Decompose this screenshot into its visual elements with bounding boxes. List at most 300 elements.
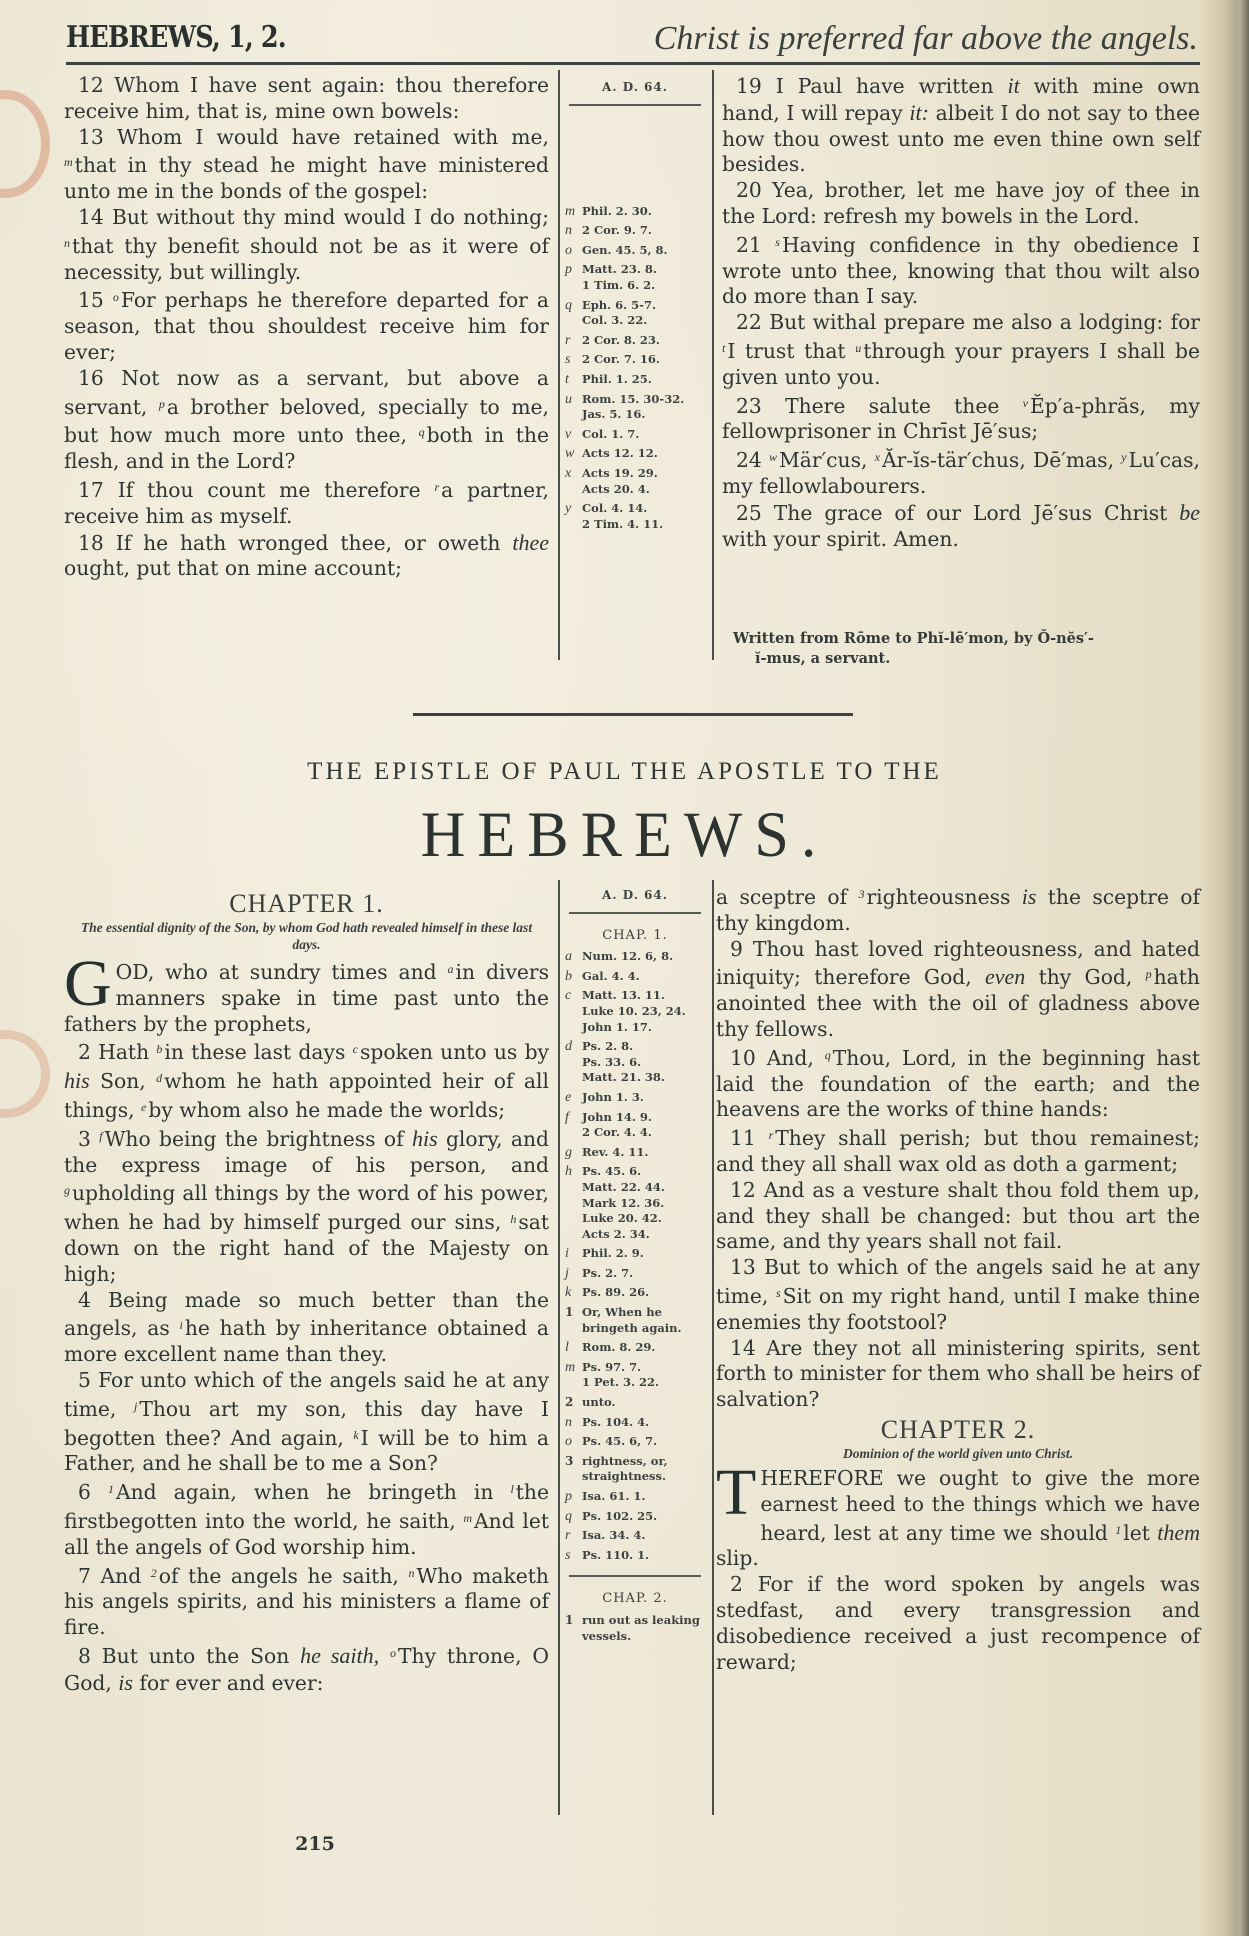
verse-text: Are they not all ministering spirits, sent forth to minister for them who shall be heirs of salvation? xyxy=(716,1335,1200,1412)
cross-reference xyxy=(565,1164,705,1242)
verse-text: Thou, Lord, in the beginning hast laid the foundation of the earth; and the heavens are the works of thine hands: xyxy=(716,1045,1200,1122)
reference-key: y xyxy=(565,501,572,517)
subscription-line: ĭ-mus, a servant. xyxy=(755,650,891,667)
verse-number: 4 xyxy=(78,1287,109,1312)
reference-key: p xyxy=(565,262,572,278)
reference-citation: Gal. 4. 4. xyxy=(582,968,640,983)
footnote-marker: s xyxy=(775,234,780,249)
verse xyxy=(722,178,1200,230)
verse-number: 2 xyxy=(730,1572,758,1597)
footnote-marker: o xyxy=(389,1645,396,1660)
verse xyxy=(64,1368,549,1477)
reference-key: q xyxy=(565,1508,572,1524)
verse-number: 25 xyxy=(736,500,774,525)
cross-reference xyxy=(565,352,705,368)
column-divider xyxy=(712,70,714,660)
reference-key: s xyxy=(565,352,571,368)
reference-key: r xyxy=(565,332,571,348)
cross-reference xyxy=(565,372,705,388)
cross-reference xyxy=(565,969,705,985)
verse-text: whom he hath appointed heir of all things, xyxy=(64,1069,549,1122)
reference-key: n xyxy=(565,1414,572,1430)
verse-text: in these last days xyxy=(164,1040,353,1065)
verse xyxy=(64,1641,549,1697)
reference-citation: 2 Tim. 4. 11. xyxy=(582,516,664,531)
verse-text: And let all the angels of God worship him. xyxy=(64,1508,549,1559)
footnote-marker: y xyxy=(1121,450,1127,465)
verse-number: 8 xyxy=(78,1643,102,1668)
reference-citation: Col. 3. 22. xyxy=(582,313,648,328)
drop-cap: G xyxy=(64,947,112,1020)
reference-citation: Phil. 2. 9. xyxy=(582,1246,644,1261)
verse-text: slip. xyxy=(716,1546,759,1571)
verse-text: Whom I would have retained with me, xyxy=(116,124,549,149)
reference-citation: Luke 10. 23, 24. xyxy=(582,1003,686,1018)
reference-citation: Matt. 13. 11. xyxy=(582,988,665,1003)
verse-text: Thou hast loved righteousness, and hated iniquity; therefore God, xyxy=(716,936,1200,990)
verse-text: albeit I do not say to thee how thou owest unto me even thine own self besides. xyxy=(722,100,1200,177)
footnote-marker: i xyxy=(179,1318,183,1333)
text-column-philemon-left xyxy=(64,73,549,582)
reference-key: f xyxy=(565,1109,569,1125)
verse-text: let xyxy=(1123,1520,1158,1545)
verse-text: the firstbegotten into the world, he saith, xyxy=(64,1480,549,1533)
page-stain xyxy=(0,1030,50,1118)
reference-key: x xyxy=(565,465,572,481)
reference-citation: Col. 4. 14. xyxy=(582,501,648,516)
footnote-marker: q xyxy=(418,425,425,440)
verse-text: Who maketh his angels spirits, and his ministers a flame of fire. xyxy=(64,1563,549,1640)
cross-reference xyxy=(565,1395,705,1411)
reference-citation: Jas. 5. 16. xyxy=(582,407,646,422)
verse-text: we ought to give the more earnest heed to the things which we have heard, lest at any time we should xyxy=(760,1465,1200,1545)
verse-text: If he hath wronged thee, or oweth xyxy=(115,530,513,555)
verse xyxy=(64,1477,549,1560)
verse xyxy=(64,205,549,285)
verse-text: ought, put that on mine account; xyxy=(64,556,402,581)
era-date: A. D. 64. xyxy=(602,888,668,902)
verse-text: And xyxy=(100,1563,151,1588)
cross-reference xyxy=(565,262,705,293)
reference-key: h xyxy=(565,1164,572,1180)
footnote-marker: 2 xyxy=(150,1565,157,1580)
footnote-marker: o xyxy=(112,290,119,305)
reference-key: w xyxy=(565,446,575,462)
reference-key: j xyxy=(565,1265,569,1281)
reference-citation: Ps. 110. 1. xyxy=(582,1547,650,1562)
section-rule xyxy=(413,713,853,716)
reference-citation: Phil. 1. 25. xyxy=(582,371,652,386)
cross-reference xyxy=(565,427,705,443)
verse-number: 2 xyxy=(78,1040,99,1065)
reference-citation: Phil. 2. 30. xyxy=(582,203,652,218)
footnote-marker: n xyxy=(408,1565,415,1580)
cross-reference xyxy=(565,1285,705,1301)
reference-key: p xyxy=(565,1489,572,1504)
reference-citation: Ps. 97. 7. xyxy=(582,1359,642,1374)
reference-citation: 1 Pet. 3. 22. xyxy=(582,1375,659,1390)
verse-text: both in the flesh, and in the Lord? xyxy=(64,423,549,474)
reference-key: l xyxy=(565,1340,569,1356)
cross-reference xyxy=(565,204,705,220)
verse-text: Not now as a servant, but above a servant, xyxy=(64,365,549,419)
first-word: HEREFORE xyxy=(760,1465,884,1490)
verse xyxy=(722,310,1200,390)
footnote-marker: 1 xyxy=(107,1482,114,1497)
verse-text xyxy=(379,1644,390,1668)
verse-text: hath anointed thee with the oil of gladness above thy fellows. xyxy=(716,965,1200,1041)
verse-text: that thy benefit should not be as it were of necessity, but willingly. xyxy=(64,233,549,284)
reference-citation: Luke 20. 42. xyxy=(582,1211,662,1226)
reference-citation: Matt. 22. 44. xyxy=(582,1179,665,1194)
verse xyxy=(716,1043,1200,1123)
verse-text: by whom also he made the worlds; xyxy=(148,1097,506,1122)
reference-key: v xyxy=(565,426,572,442)
text-column-philemon-right xyxy=(722,73,1200,552)
cross-reference xyxy=(565,392,705,423)
verse-number: 20 xyxy=(736,178,773,203)
verse xyxy=(64,285,549,365)
verse-text: If thou count me therefore xyxy=(117,477,435,502)
cross-reference xyxy=(565,1509,705,1525)
verse-text: Who being the brightness of xyxy=(104,1126,412,1151)
cross-reference xyxy=(565,1454,705,1485)
reference-citation: Ps. 102. 25. xyxy=(582,1508,658,1523)
verse xyxy=(64,1037,549,1123)
reference-citation: Ps. 89. 26. xyxy=(582,1285,650,1300)
verse-text: Sit on my right hand, until I make thine enemies thy footstool? xyxy=(716,1283,1200,1334)
verse-text: Having confidence in thy obedience I wrote unto thee, knowing that thou wilt also do more than I say. xyxy=(722,232,1200,309)
reference-citation: Or, When he bringeth again. xyxy=(582,1305,682,1335)
footnote-marker: p xyxy=(1145,967,1152,982)
verse-text: But without thy mind would I do nothing; xyxy=(111,204,549,229)
reference-key: a xyxy=(565,949,572,965)
verse-text: Thy throne, O God, xyxy=(64,1643,549,1695)
running-head xyxy=(66,20,1198,60)
verse-text: with mine own hand, I will repay xyxy=(722,74,1200,125)
verse-number: 5 xyxy=(78,1367,99,1392)
verse-number: 23 xyxy=(736,393,786,418)
reference-key: 1 xyxy=(565,1612,574,1627)
reference-citation: Eph. 6. 5-7. xyxy=(582,297,656,312)
footnote-marker: p xyxy=(158,396,165,411)
verse xyxy=(722,230,1200,310)
verse-text: But to which of the angels said he at any time, xyxy=(716,1255,1200,1308)
cross-reference xyxy=(565,1548,705,1564)
reference-key: o xyxy=(565,1434,572,1450)
verse-number: 14 xyxy=(78,204,112,229)
footnote-marker: 1 xyxy=(1115,1522,1122,1537)
reference-citation: John 1. 3. xyxy=(582,1089,644,1104)
verse-number: 12 xyxy=(730,1177,764,1202)
column-divider xyxy=(712,880,714,1815)
verse-text: Ăr-ĭs-tär′chus, Dē′mas, xyxy=(881,448,1122,473)
reference-key: g xyxy=(565,1144,572,1160)
footnote-marker: r xyxy=(434,479,440,494)
running-head-book: HEBREWS, 1, 2. xyxy=(66,20,286,55)
verse-text: for ever and ever: xyxy=(132,1670,324,1695)
page-gutter-edge xyxy=(1239,0,1249,1936)
reference-citation: Acts 2. 34. xyxy=(582,1226,650,1241)
book-title: HEBREWS. xyxy=(420,799,829,871)
cross-reference xyxy=(565,988,705,1035)
reference-citation: 2 Cor. 9. 7. xyxy=(582,223,652,238)
cross-reference xyxy=(565,501,705,532)
reference-citation: Isa. 61. 1. xyxy=(582,1489,646,1503)
column-divider xyxy=(558,880,560,1815)
reference-key: d xyxy=(565,1039,572,1055)
reference-citation: 2 Cor. 8. 23. xyxy=(582,332,660,347)
cross-reference xyxy=(565,949,705,965)
cross-reference xyxy=(565,1613,705,1644)
verse-text: And as a vesture shalt thou fold them up, and they shall be changed: but thou art the same, and thy years shall not fail. xyxy=(716,1177,1200,1254)
verse-text: There salute thee xyxy=(785,393,1023,418)
verse-text: thy God, xyxy=(1025,965,1146,990)
verse-text: For perhaps he therefore departed for a season, that thou shouldest receive him for ever; xyxy=(64,288,549,364)
cross-reference xyxy=(565,1489,705,1505)
footnote-marker: g xyxy=(64,1183,70,1198)
margin-rule xyxy=(569,1575,701,1577)
verse-number: 13 xyxy=(78,124,117,149)
footnote-marker: m xyxy=(463,1510,472,1525)
verse-text: I will be to him a Father, and he shall be to me a Son? xyxy=(64,1425,549,1476)
reference-key: o xyxy=(565,242,572,258)
verse-text: For if the word spoken by angels was stedfast, and every transgression and disobedience received a just recompence of reward; xyxy=(716,1572,1200,1674)
reference-citation: Ps. 33. 6. xyxy=(582,1054,642,1069)
verse xyxy=(716,937,1200,1043)
reference-citation: Acts 20. 4. xyxy=(582,481,650,496)
footnote-marker: j xyxy=(134,1398,138,1413)
first-word: OD, xyxy=(115,960,155,984)
cross-reference xyxy=(565,1434,705,1450)
italic-text: be xyxy=(1179,499,1200,525)
verse-text: sat down on the right hand of the Majesty on high; xyxy=(64,1210,549,1286)
text-column-hebrews-left xyxy=(64,889,549,1697)
drop-cap: T xyxy=(716,1455,757,1529)
verse-text: For unto which of the angels said he at any time, xyxy=(64,1367,549,1421)
verse-number: 19 xyxy=(736,74,776,98)
verse xyxy=(64,1124,549,1288)
verse-text: They shall perish; but thou remainest; and they all shall wax old as doth a garment; xyxy=(716,1126,1200,1176)
italic-text: he saith, xyxy=(300,1642,380,1668)
verse xyxy=(64,366,549,475)
verse xyxy=(716,882,1200,937)
reference-key: u xyxy=(565,391,572,407)
reference-key: m xyxy=(565,203,576,219)
verse-text: I trust that xyxy=(727,338,856,363)
verse-text: The grace of our Lord Jē′sus Christ xyxy=(773,500,1180,525)
verse-number: 13 xyxy=(730,1255,765,1280)
footnote-marker: h xyxy=(510,1212,517,1227)
footnote-marker: t xyxy=(722,340,726,355)
verse-text: But unto the Son xyxy=(101,1643,301,1668)
verse xyxy=(716,1336,1200,1413)
reference-key: i xyxy=(565,1246,569,1262)
italic-text: is xyxy=(1021,884,1037,909)
text-column-hebrews-right xyxy=(716,882,1200,1675)
footnote-marker: r xyxy=(768,1128,774,1143)
epistle-subscription xyxy=(733,629,1203,669)
reference-citation: 1 Tim. 6. 2. xyxy=(582,277,656,292)
reference-citation: unto. xyxy=(582,1395,616,1410)
reference-citation: Rom. 8. 29. xyxy=(582,1340,656,1355)
reference-citation: Gen. 45. 5, 8. xyxy=(582,242,668,257)
italic-text: his xyxy=(64,1068,90,1094)
cross-reference xyxy=(565,1090,705,1106)
reference-citation: Acts 12. 12. xyxy=(582,446,658,461)
verse-text: in divers manners spake in time past unto the fathers by the prophets, xyxy=(64,960,550,1036)
reference-key: c xyxy=(565,988,572,1004)
reference-citation: Ps. 45. 6, 7. xyxy=(582,1434,658,1449)
chapter-2-heading: CHAPTER 2. xyxy=(880,1414,1036,1444)
verse xyxy=(64,530,549,583)
era-date: A. D. 64. xyxy=(602,80,668,94)
reference-citation: Ps. 104. 4. xyxy=(582,1414,650,1429)
verse-number: 10 xyxy=(730,1045,767,1070)
italic-text: even xyxy=(985,964,1026,990)
italic-text: it xyxy=(1007,73,1020,98)
verse-text: Hath xyxy=(98,1040,157,1065)
footnote-marker: n xyxy=(64,235,70,250)
verse-text: that in thy stead he might have ministered unto me in the bonds of the gospel: xyxy=(64,153,549,204)
verse-text: who at sundry times and xyxy=(154,960,448,984)
verse xyxy=(716,1572,1200,1675)
epistle-title: THE EPISTLE OF PAUL THE APOSTLE TO THE xyxy=(307,758,942,785)
reference-citation: run out as leaking vessels. xyxy=(582,1612,700,1643)
footnote-marker: s xyxy=(775,1285,781,1300)
verse xyxy=(716,1178,1200,1255)
reference-citation: Matt. 23. 8. xyxy=(582,262,657,277)
verse-number: 17 xyxy=(78,477,118,502)
reference-key: 3 xyxy=(565,1453,574,1468)
column-divider xyxy=(558,70,560,660)
verse xyxy=(64,475,549,530)
italic-text: thee xyxy=(512,529,549,555)
cross-reference-column xyxy=(565,80,705,536)
verse-text: upholding all things by the word of his power, when he had by himself purged our sins, xyxy=(64,1181,549,1235)
cross-reference xyxy=(565,1528,705,1544)
verse-text: Being made so much better than the angels, as xyxy=(64,1287,549,1341)
running-head-summary: Christ is preferred far above the angels. xyxy=(653,20,1198,57)
verse-text: Son, xyxy=(89,1069,157,1094)
cross-reference xyxy=(565,1415,705,1431)
reference-citation: Col. 1. 7. xyxy=(582,426,640,441)
verse-text: the sceptre of thy kingdom. xyxy=(716,885,1201,935)
verse xyxy=(64,947,550,1037)
verse xyxy=(64,73,549,125)
cross-reference xyxy=(565,298,705,329)
cross-reference xyxy=(565,1039,705,1086)
cross-reference xyxy=(565,466,705,497)
verse-text: with your spirit. Amen. xyxy=(722,526,959,551)
reference-citation: Mark 12. 36. xyxy=(582,1195,665,1210)
verse-number: 24 xyxy=(736,448,769,473)
verse xyxy=(716,1455,1200,1572)
cross-reference xyxy=(565,1246,705,1262)
verse-number: 22 xyxy=(736,310,770,335)
margin-rule xyxy=(569,912,701,914)
reference-key: k xyxy=(565,1285,572,1301)
footnote-marker: d xyxy=(156,1071,163,1086)
verse-text: And, xyxy=(766,1045,825,1070)
reference-key: n xyxy=(565,223,572,239)
cross-reference xyxy=(565,1340,705,1356)
cross-reference xyxy=(565,1110,705,1141)
verse-number: 11 xyxy=(730,1126,769,1151)
verse-text: spoken unto us by xyxy=(359,1040,550,1065)
verse-text: of the angels he saith, xyxy=(158,1563,409,1588)
chapter-1-summary: The essential dignity of the Son, by whom God hath revealed himself in these last days. xyxy=(80,920,533,952)
page-number: 215 xyxy=(295,1833,335,1855)
verse xyxy=(722,391,1200,446)
reference-citation: rightness, or, straightness. xyxy=(582,1453,668,1484)
verse xyxy=(64,1561,549,1641)
verse-text: Whom I have sent again: thou therefore receive him, that is, mine own bowels: xyxy=(64,73,549,123)
italic-text: is xyxy=(118,1669,133,1695)
verse xyxy=(722,500,1200,553)
reference-citation: Matt. 21. 38. xyxy=(582,1070,665,1085)
reference-key: s xyxy=(565,1547,571,1563)
reference-key: r xyxy=(565,1528,571,1544)
reference-citation: Ps. 45. 6. xyxy=(582,1164,642,1179)
footnote-marker: e xyxy=(141,1099,147,1114)
verse xyxy=(64,1288,549,1368)
footnote-marker: q xyxy=(824,1047,831,1062)
reference-citation: John 14. 9. xyxy=(582,1109,652,1124)
verse-number: 21 xyxy=(736,232,776,257)
verse-text: glory, and the express image of his person, and xyxy=(64,1126,549,1177)
reference-citation: 2 Cor. 4. 4. xyxy=(582,1125,652,1140)
chapter-label: CHAP. 1. xyxy=(602,927,668,943)
reference-citation: John 1. 17. xyxy=(582,1019,652,1034)
verse xyxy=(722,73,1200,178)
verse-text: Lu′cas, my fellowlabourers. xyxy=(722,448,1200,498)
verse xyxy=(64,125,549,205)
chapter-label: CHAP. 2. xyxy=(602,1591,668,1607)
reference-citation: Acts 19. 29. xyxy=(582,465,658,480)
cross-reference xyxy=(565,1266,705,1282)
cross-reference xyxy=(565,333,705,349)
verse-number: 12 xyxy=(78,73,115,97)
footnote-marker: v xyxy=(1022,395,1028,410)
reference-citation: Ps. 2. 7. xyxy=(582,1265,634,1280)
footnote-marker: b xyxy=(156,1042,163,1057)
verse-text: righteousness xyxy=(866,885,1022,909)
reference-citation: Rom. 15. 30-32. xyxy=(582,391,685,406)
verse-text: a partner, receive him as myself. xyxy=(64,477,550,528)
verse-text: And again, when he bringeth in xyxy=(115,1480,511,1505)
verse-number: 6 xyxy=(78,1480,108,1505)
verse-text: Yea, brother, let me have joy of thee in the Lord: refresh my bowels in the Lord. xyxy=(722,178,1200,228)
italic-text: it: xyxy=(909,99,929,125)
cross-reference-column xyxy=(565,888,705,1648)
verse xyxy=(716,1123,1200,1178)
footnote-marker: 3 xyxy=(858,887,865,901)
chapter-2-summary: Dominion of the world given unto Christ. xyxy=(843,1445,1073,1461)
verse-number: 9 xyxy=(730,936,753,961)
footnote-marker: l xyxy=(510,1482,514,1497)
reference-citation: Isa. 34. 4. xyxy=(582,1528,646,1543)
verse-number: 3 xyxy=(78,1126,100,1151)
verse-number: 18 xyxy=(78,530,116,555)
footnote-marker: f xyxy=(99,1128,103,1143)
reference-key: 1 xyxy=(565,1305,574,1320)
reference-key: e xyxy=(565,1089,572,1105)
italic-text: them xyxy=(1157,1519,1200,1545)
footnote-marker: w xyxy=(769,450,778,465)
reference-citation: Num. 12. 6, 8. xyxy=(582,949,674,964)
verse-text: I Paul have written xyxy=(775,74,1008,98)
